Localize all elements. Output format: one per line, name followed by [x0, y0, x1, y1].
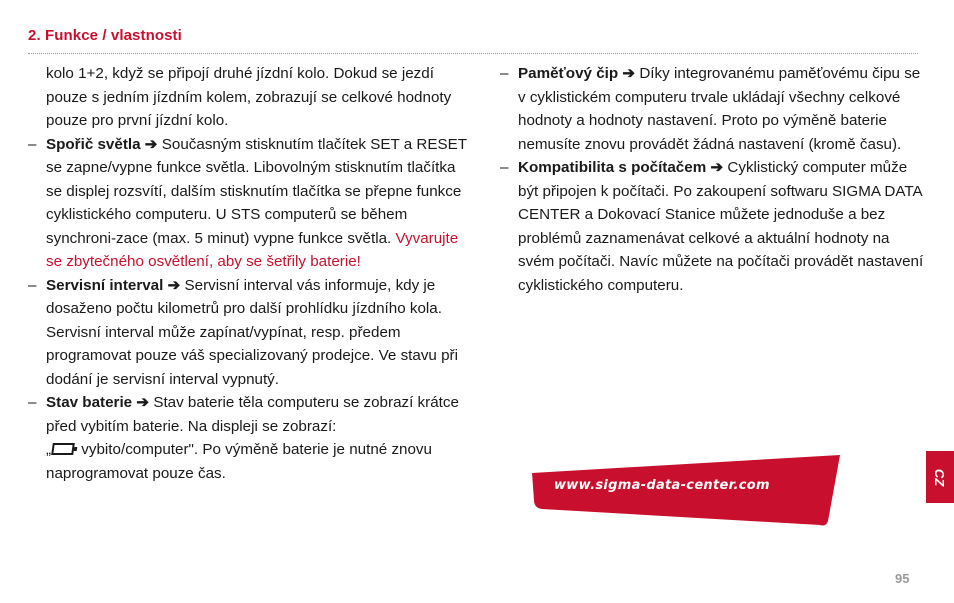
- display-text: vybito/computer". Po výměně baterie je nutné znovu naprogramovat pouze čas.: [46, 441, 432, 482]
- feature-battery-status: [28, 391, 468, 485]
- language-tab-label: CZ: [932, 468, 948, 486]
- feature-description: Díky integrovanému paměťovému čipu se v cyklistickém computeru trvale ukládají všechny celkové hodnoty a hodnoty nastavení. Proto po výměně baterie nemusíte znovu provádět žádná nastavení (kromě času).: [518, 65, 921, 153]
- arrow-right-icon: ➔: [622, 65, 636, 82]
- feature-description: Cyklistický computer může být připojen k počítači. Po zakoupení softwaru SIGMA DATA CENTER a Dokovací Stanice můžete jednoduše a bez problémů zaznamenávat celkové a aktuální hodnoty na svém počítači. Navíc můžete na počítači provádět nastavení cyklistického computeru.: [518, 159, 924, 294]
- bullet-dash: –: [28, 276, 37, 294]
- quote-mark: „: [46, 441, 52, 458]
- bullet-dash: –: [28, 394, 37, 411]
- arrow-right-icon: ➔: [144, 135, 158, 153]
- feature-term: Kompatibilita s počítačem: [518, 159, 707, 176]
- feature-light-saver: [28, 133, 468, 274]
- website-link[interactable]: www.sigma-data-center.com: [554, 478, 770, 493]
- feature-term: Servisní interval: [46, 276, 164, 294]
- warning-text: Vyvarujte se zbytečného osvětlení, aby se šetřily baterie!: [46, 229, 459, 270]
- feature-term: Paměťový čip: [518, 65, 619, 82]
- bullet-dash: –: [500, 159, 509, 176]
- feature-description: Servisní interval vás informuje, kdy je dosaženo počtu kilometrů pro další prohlídku jízdního kola. Servisní interval může zapínat/vypínat, resp. předem programovat pouze váš specializovaný prodejce. Ve stavu při dodání je servisní interval vypnutý.: [46, 276, 458, 388]
- left-column: [28, 62, 468, 485]
- feature-service-interval: [28, 274, 468, 392]
- battery-icon: [51, 443, 75, 455]
- right-column: [500, 62, 925, 297]
- feature-term: Stav baterie: [46, 394, 133, 411]
- feature-pc-compatibility: [500, 156, 925, 297]
- header-divider: [28, 53, 918, 54]
- continuation-paragraph: kolo 1+2, když se připojí druhé jízdní kolo. Dokud se jezdí pouze s jedním jízdním kolem, zobrazují se celkové hodnoty pouze pro první jízdní kolo.: [46, 65, 452, 129]
- arrow-right-icon: ➔: [136, 394, 150, 411]
- bullet-dash: –: [500, 65, 509, 82]
- feature-term: Spořič světla: [46, 135, 141, 153]
- arrow-right-icon: ➔: [710, 159, 724, 176]
- feature-memory-chip: [500, 62, 925, 156]
- website-banner[interactable]: [530, 455, 845, 527]
- section-title: 2. Funkce / vlastnosti: [28, 27, 182, 44]
- language-tab: [926, 451, 954, 503]
- page-number: 95: [895, 571, 910, 586]
- feature-description: Současným stisknutím tlačítek SET a RESET se zapne/vypne funkce světla. Libovolným stisknutím tlačítka se displej rozsvítí, dalším stisknutím tlačítka se přepne funkce cyklistického computeru. U STS computerů se během synchroni-zace (max. 5 minut) vypne funkce světla.: [46, 135, 467, 247]
- arrow-right-icon: ➔: [167, 276, 181, 294]
- bullet-dash: –: [28, 135, 37, 153]
- feature-description: Stav baterie těla computeru se zobrazí krátce před vybitím baterie. Na displeji se zobrazí:: [46, 394, 459, 435]
